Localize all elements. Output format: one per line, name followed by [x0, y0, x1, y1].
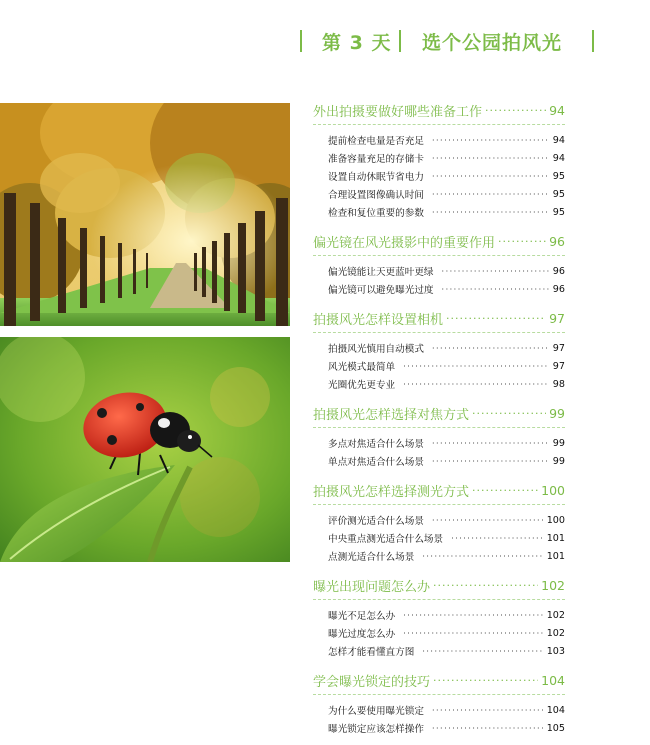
toc-section-page: 96 — [549, 233, 565, 249]
toc-entry[interactable] — [313, 624, 565, 642]
toc-section-divider — [313, 427, 565, 428]
toc-section-gap — [313, 393, 565, 401]
toc-entry-leader — [422, 552, 542, 561]
toc-entry[interactable] — [313, 701, 565, 719]
toc-entry[interactable] — [313, 452, 565, 470]
chapter-title: 选个公园拍风光 — [422, 32, 563, 54]
toc-entry[interactable] — [313, 547, 565, 565]
toc-entry-leader — [403, 629, 543, 638]
toc-section-leader — [498, 235, 546, 248]
toc-entry-leader — [432, 516, 543, 525]
toc-entry-page: 100 — [546, 514, 565, 526]
toc-entry-title: 合理设置图像确认时间 — [328, 190, 424, 201]
toc-entry-page: 97 — [552, 342, 565, 354]
toc-section-leader — [433, 674, 538, 687]
toc-entry-title: 为什么要使用曝光锁定 — [328, 706, 424, 717]
toc-entry[interactable] — [313, 642, 565, 660]
toc-section-divider — [313, 124, 565, 125]
toc-entry[interactable] — [313, 719, 565, 737]
toc-section-gap — [313, 660, 565, 668]
toc-section — [313, 478, 565, 573]
toc-entry-page: 102 — [546, 627, 565, 639]
toc-entry-title: 检查和复位重要的参数 — [328, 208, 424, 219]
toc-entry-title: 曝光不足怎么办 — [328, 611, 396, 622]
toc-entry[interactable] — [313, 357, 565, 375]
toc-entries — [313, 434, 565, 470]
toc-entry-page: 103 — [546, 645, 565, 657]
toc-entry-leader — [403, 611, 543, 620]
autumn-avenue-photo — [0, 103, 290, 326]
toc-section — [313, 229, 565, 306]
header-bar-left — [300, 30, 302, 52]
toc-entry-page: 94 — [552, 152, 565, 164]
toc-entries — [313, 262, 565, 298]
toc-entry[interactable] — [313, 167, 565, 185]
toc-section-page: 97 — [549, 310, 565, 326]
toc-entry-leader — [432, 172, 549, 181]
toc-entry-leader — [442, 285, 549, 294]
toc-section-gap — [313, 221, 565, 229]
toc-entry-leader — [432, 724, 543, 733]
toc-section-page: 94 — [549, 102, 565, 118]
toc-entry-page: 99 — [552, 437, 565, 449]
toc-entry[interactable] — [313, 149, 565, 167]
toc-entry-title: 偏光镜能让天更蓝叶更绿 — [328, 267, 434, 278]
toc-entry-title: 提前检查电量是否充足 — [328, 136, 424, 147]
toc-section-divider — [313, 255, 565, 256]
toc-section-leader — [433, 579, 538, 592]
toc-section — [313, 401, 565, 478]
toc-section-title: 偏光镜在风光摄影中的重要作用 — [313, 235, 496, 251]
toc-entries — [313, 606, 565, 660]
toc-entry-page: 102 — [546, 609, 565, 621]
header-bar-middle — [399, 30, 401, 52]
toc-entry-page: 101 — [546, 550, 565, 562]
toc-entry-leader — [432, 136, 549, 145]
toc-section-divider — [313, 504, 565, 505]
toc-entry[interactable] — [313, 529, 565, 547]
toc-entry-page: 99 — [552, 455, 565, 467]
toc-section — [313, 573, 565, 668]
toc-entries — [313, 339, 565, 393]
toc-section — [313, 98, 565, 229]
toc-entry-page: 104 — [546, 704, 565, 716]
toc-entry-leader — [422, 647, 542, 656]
toc-section-title: 曝光出现问题怎么办 — [313, 579, 431, 595]
toc-entry-leader — [432, 439, 549, 448]
table-of-contents — [313, 98, 565, 745]
toc-entry-leader — [432, 154, 549, 163]
toc-section-leader — [446, 312, 546, 325]
toc-entry-page: 95 — [552, 170, 565, 182]
toc-entry-title: 准备容量充足的存储卡 — [328, 154, 424, 165]
toc-entry-title: 曝光锁定应该怎样操作 — [328, 724, 424, 735]
toc-entry[interactable] — [313, 131, 565, 149]
toc-section-divider — [313, 332, 565, 333]
toc-entry-title: 评价测光适合什么场景 — [328, 516, 424, 527]
toc-section-divider — [313, 599, 565, 600]
header-bar-right — [592, 30, 594, 52]
toc-entry[interactable] — [313, 375, 565, 393]
toc-section-gap — [313, 298, 565, 306]
toc-entry-title: 中央重点测光适合什么场景 — [328, 534, 444, 545]
toc-section-leader — [485, 104, 546, 117]
toc-entry-leader — [403, 362, 549, 371]
toc-entry-leader — [432, 706, 543, 715]
toc-section-gap — [313, 737, 565, 745]
toc-entry-page: 95 — [552, 188, 565, 200]
toc-entry-leader — [432, 190, 549, 199]
ladybug-photo — [0, 337, 290, 562]
toc-entries — [313, 511, 565, 565]
toc-section-divider — [313, 694, 565, 695]
toc-section-title: 学会曝光锁定的技巧 — [313, 674, 431, 690]
toc-section-title-row[interactable] — [313, 306, 565, 330]
toc-section-title-row[interactable] — [313, 573, 565, 597]
toc-entry-leader — [432, 457, 549, 466]
toc-section-title-row[interactable] — [313, 229, 565, 253]
toc-section-title-row[interactable] — [313, 478, 565, 502]
toc-entry-leader — [432, 208, 549, 217]
toc-entry-page: 97 — [552, 360, 565, 372]
toc-entry[interactable] — [313, 203, 565, 221]
toc-entry-title: 偏光镜可以避免曝光过度 — [328, 285, 434, 296]
toc-entry-title: 风光模式最简单 — [328, 362, 396, 373]
toc-section-title-row[interactable] — [313, 668, 565, 692]
chapter-day: 第 3 天 — [322, 32, 392, 54]
toc-entry[interactable] — [313, 339, 565, 357]
toc-entry-leader — [432, 344, 549, 353]
toc-entry[interactable] — [313, 185, 565, 203]
toc-entry-title: 单点对焦适合什么场景 — [328, 457, 424, 468]
toc-section — [313, 668, 565, 745]
toc-section-title: 拍摄风光怎样选择测光方式 — [313, 484, 470, 500]
toc-section — [313, 306, 565, 401]
toc-entry-page: 98 — [552, 378, 565, 390]
toc-section-page: 102 — [541, 577, 565, 593]
toc-entry-title: 多点对焦适合什么场景 — [328, 439, 424, 450]
toc-section-page: 104 — [541, 672, 565, 688]
toc-entry-page: 105 — [546, 722, 565, 734]
toc-section-leader — [472, 407, 546, 420]
toc-entry[interactable] — [313, 280, 565, 298]
toc-section-title-row[interactable] — [313, 401, 565, 425]
chapter-header — [300, 28, 620, 58]
toc-entry-page: 96 — [552, 283, 565, 295]
toc-section-title: 拍摄风光怎样设置相机 — [313, 312, 444, 328]
toc-entry-page: 94 — [552, 134, 565, 146]
toc-entry-title: 设置自动休眠节省电力 — [328, 172, 424, 183]
toc-entry-leader — [403, 380, 549, 389]
toc-section-title: 拍摄风光怎样选择对焦方式 — [313, 407, 470, 423]
toc-entry-title: 曝光过度怎么办 — [328, 629, 396, 640]
toc-entry[interactable] — [313, 262, 565, 280]
toc-entry[interactable] — [313, 606, 565, 624]
toc-entries — [313, 131, 565, 221]
toc-entries — [313, 701, 565, 737]
toc-entry-leader — [442, 267, 549, 276]
toc-entry-title: 怎样才能看懂直方图 — [328, 647, 415, 658]
toc-entry-leader — [451, 534, 543, 543]
toc-section-leader — [472, 484, 538, 497]
toc-section-page: 100 — [541, 482, 565, 498]
toc-section-gap — [313, 470, 565, 478]
toc-entry[interactable] — [313, 511, 565, 529]
toc-entry[interactable] — [313, 434, 565, 452]
toc-section-title-row[interactable] — [313, 98, 565, 122]
toc-entry-title: 点测光适合什么场景 — [328, 552, 415, 563]
toc-entry-page: 96 — [552, 265, 565, 277]
toc-entry-page: 101 — [546, 532, 565, 544]
toc-entry-title: 光圈优先更专业 — [328, 380, 396, 391]
toc-section-title: 外出拍摄要做好哪些准备工作 — [313, 104, 483, 120]
toc-section-page: 99 — [549, 405, 565, 421]
toc-section-gap — [313, 565, 565, 573]
toc-entry-title: 拍摄风光慎用自动模式 — [328, 344, 424, 355]
toc-entry-page: 95 — [552, 206, 565, 218]
